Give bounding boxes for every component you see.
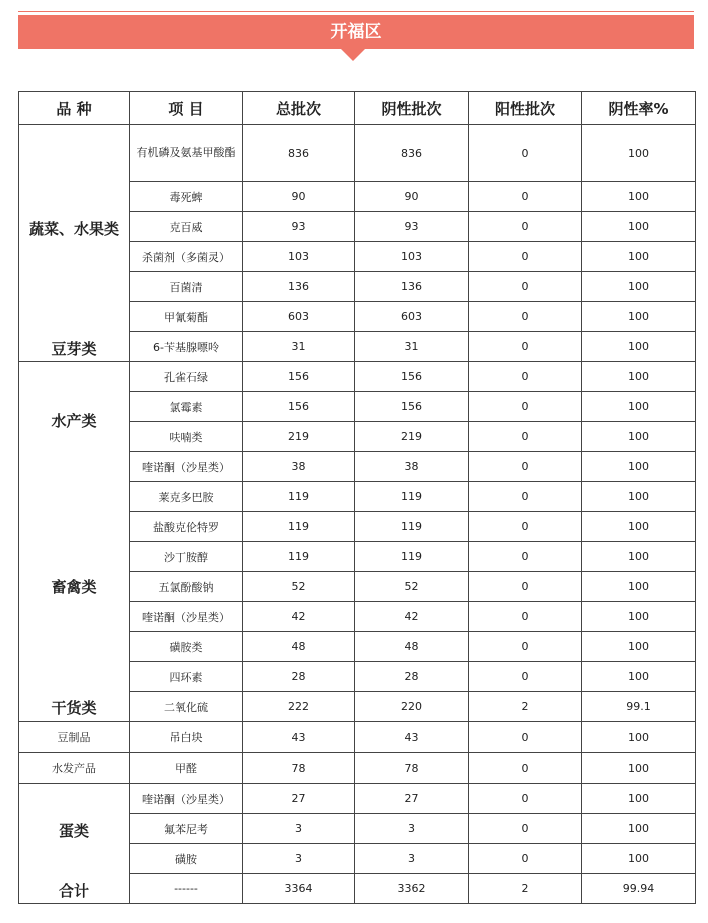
total-cell: 42 — [243, 602, 355, 632]
total-cell: 90 — [243, 182, 355, 212]
positive-cell: 0 — [469, 302, 582, 332]
positive-cell: 0 — [469, 572, 582, 602]
negative-cell: 3 — [355, 844, 469, 874]
total-cell: 48 — [243, 632, 355, 662]
rate-cell: 100 — [582, 452, 696, 482]
positive-cell: 0 — [469, 662, 582, 692]
table-row — [19, 125, 696, 182]
category-label: 豆芽类 — [51, 340, 97, 358]
total-cell: 52 — [243, 572, 355, 602]
table-row — [19, 753, 696, 784]
total-cell: 119 — [243, 482, 355, 512]
total-cell: 156 — [243, 392, 355, 422]
negative-cell: 136 — [355, 272, 469, 302]
category-cell-egg — [19, 784, 130, 904]
rate-cell: 100 — [582, 332, 696, 362]
rate-cell: 100 — [582, 722, 696, 753]
rate-cell: 100 — [582, 212, 696, 242]
total-cell: 28 — [243, 662, 355, 692]
rate-cell: 100 — [582, 125, 696, 182]
item-label: 毒死蜱 — [130, 182, 243, 212]
total-cell: 3364 — [243, 874, 355, 904]
rate-cell: 100 — [582, 662, 696, 692]
item-label: 甲氰菊酯 — [130, 302, 243, 332]
rate-cell: 100 — [582, 242, 696, 272]
header-positive: 阳性批次 — [469, 92, 582, 125]
total-cell: 119 — [243, 542, 355, 572]
total-cell: 136 — [243, 272, 355, 302]
item-label: 甲醛 — [130, 753, 243, 784]
negative-cell: 603 — [355, 302, 469, 332]
header-row — [19, 92, 696, 125]
banner-arrow — [341, 49, 365, 61]
header-item: 项 目 — [130, 92, 243, 125]
item-label: ------ — [130, 874, 243, 904]
item-label: 呋喃类 — [130, 422, 243, 452]
total-cell: 38 — [243, 452, 355, 482]
total-cell: 43 — [243, 722, 355, 753]
positive-cell: 0 — [469, 844, 582, 874]
item-label: 氯霉素 — [130, 392, 243, 422]
rate-cell: 100 — [582, 542, 696, 572]
item-label: 喹诺酮（沙星类） — [130, 784, 243, 814]
item-label: 喹诺酮（沙星类） — [130, 602, 243, 632]
total-cell: 93 — [243, 212, 355, 242]
item-label: 莱克多巴胺 — [130, 482, 243, 512]
negative-cell: 219 — [355, 422, 469, 452]
rate-cell: 100 — [582, 182, 696, 212]
total-cell: 78 — [243, 753, 355, 784]
total-cell: 219 — [243, 422, 355, 452]
positive-cell: 0 — [469, 722, 582, 753]
negative-cell: 220 — [355, 692, 469, 722]
negative-cell: 43 — [355, 722, 469, 753]
total-cell: 222 — [243, 692, 355, 722]
positive-cell: 0 — [469, 542, 582, 572]
category-label: 蔬菜、水果类 — [28, 220, 119, 238]
positive-cell: 0 — [469, 125, 582, 182]
positive-cell: 0 — [469, 182, 582, 212]
total-cell: 31 — [243, 332, 355, 362]
negative-cell: 31 — [355, 332, 469, 362]
positive-cell: 0 — [469, 392, 582, 422]
total-cell: 3 — [243, 814, 355, 844]
negative-cell: 38 — [355, 452, 469, 482]
item-label: 吊白块 — [130, 722, 243, 753]
negative-cell: 3362 — [355, 874, 469, 904]
positive-cell: 0 — [469, 422, 582, 452]
rate-cell: 100 — [582, 422, 696, 452]
positive-cell: 0 — [469, 753, 582, 784]
positive-cell: 2 — [469, 692, 582, 722]
positive-cell: 2 — [469, 874, 582, 904]
category-label: 干货类 — [51, 699, 97, 717]
positive-cell: 0 — [469, 362, 582, 392]
item-label: 盐酸克伦特罗 — [130, 512, 243, 542]
category-label: 畜禽类 — [51, 578, 97, 596]
header-negative: 阴性批次 — [355, 92, 469, 125]
positive-cell: 0 — [469, 602, 582, 632]
category-cell-veg — [19, 125, 130, 362]
total-cell: 156 — [243, 362, 355, 392]
rate-cell: 100 — [582, 844, 696, 874]
rate-cell: 100 — [582, 512, 696, 542]
rate-cell: 100 — [582, 302, 696, 332]
item-label: 百菌清 — [130, 272, 243, 302]
rate-cell: 100 — [582, 784, 696, 814]
banner-title: 开福区 — [330, 22, 382, 42]
rate-cell: 100 — [582, 572, 696, 602]
item-label: 磺胺类 — [130, 632, 243, 662]
negative-cell: 78 — [355, 753, 469, 784]
negative-cell: 836 — [355, 125, 469, 182]
positive-cell: 0 — [469, 784, 582, 814]
total-cell: 119 — [243, 512, 355, 542]
header-total: 总批次 — [243, 92, 355, 125]
positive-cell: 0 — [469, 242, 582, 272]
item-label: 喹诺酮（沙星类） — [130, 452, 243, 482]
rate-cell: 99.1 — [582, 692, 696, 722]
item-label: 沙丁胺醇 — [130, 542, 243, 572]
total-cell: 836 — [243, 125, 355, 182]
rate-cell: 100 — [582, 272, 696, 302]
rate-cell: 100 — [582, 362, 696, 392]
negative-cell: 3 — [355, 814, 469, 844]
total-cell: 603 — [243, 302, 355, 332]
item-label: 有机磷及氨基甲酸酯 — [136, 146, 236, 159]
table-row — [19, 362, 696, 392]
positive-cell: 0 — [469, 482, 582, 512]
category-label: 蛋类 — [58, 822, 89, 840]
negative-cell: 90 — [355, 182, 469, 212]
category-label: 豆制品 — [19, 722, 130, 753]
negative-cell: 28 — [355, 662, 469, 692]
item-label: 孔雀石绿 — [130, 362, 243, 392]
total-cell: 103 — [243, 242, 355, 272]
negative-cell: 42 — [355, 602, 469, 632]
total-cell: 3 — [243, 844, 355, 874]
top-divider — [18, 11, 694, 12]
header-category: 品 种 — [19, 92, 130, 125]
category-label: 合计 — [58, 882, 89, 900]
header-rate: 阴性率% — [582, 92, 696, 125]
rate-cell: 100 — [582, 602, 696, 632]
item-label: 克百威 — [130, 212, 243, 242]
positive-cell: 0 — [469, 452, 582, 482]
total-cell: 27 — [243, 784, 355, 814]
negative-cell: 48 — [355, 632, 469, 662]
item-label: 磺胺 — [130, 844, 243, 874]
category-cell-aqua-meat — [19, 362, 130, 722]
negative-cell: 103 — [355, 242, 469, 272]
rate-cell: 100 — [582, 482, 696, 512]
negative-cell: 52 — [355, 572, 469, 602]
inspection-table — [18, 91, 696, 904]
negative-cell: 156 — [355, 362, 469, 392]
item-label: 四环素 — [130, 662, 243, 692]
item-label: 杀菌剂（多菌灵） — [130, 242, 243, 272]
rate-cell: 100 — [582, 632, 696, 662]
negative-cell: 119 — [355, 542, 469, 572]
negative-cell: 119 — [355, 482, 469, 512]
negative-cell: 93 — [355, 212, 469, 242]
item-label: 五氯酚酸钠 — [130, 572, 243, 602]
negative-cell: 119 — [355, 512, 469, 542]
positive-cell: 0 — [469, 632, 582, 662]
rate-cell: 100 — [582, 753, 696, 784]
rate-cell: 99.94 — [582, 874, 696, 904]
district-banner — [18, 15, 694, 49]
category-label: 水产类 — [51, 412, 97, 430]
item-label: 二氧化硫 — [130, 692, 243, 722]
item-label: 6-苄基腺嘌呤 — [130, 332, 243, 362]
table-row — [19, 784, 696, 814]
rate-cell: 100 — [582, 392, 696, 422]
positive-cell: 0 — [469, 814, 582, 844]
positive-cell: 0 — [469, 212, 582, 242]
category-label: 水发产品 — [19, 753, 130, 784]
negative-cell: 156 — [355, 392, 469, 422]
item-label: 氟苯尼考 — [130, 814, 243, 844]
rate-cell: 100 — [582, 814, 696, 844]
positive-cell: 0 — [469, 272, 582, 302]
positive-cell: 0 — [469, 332, 582, 362]
negative-cell: 27 — [355, 784, 469, 814]
table-row — [19, 722, 696, 753]
positive-cell: 0 — [469, 512, 582, 542]
